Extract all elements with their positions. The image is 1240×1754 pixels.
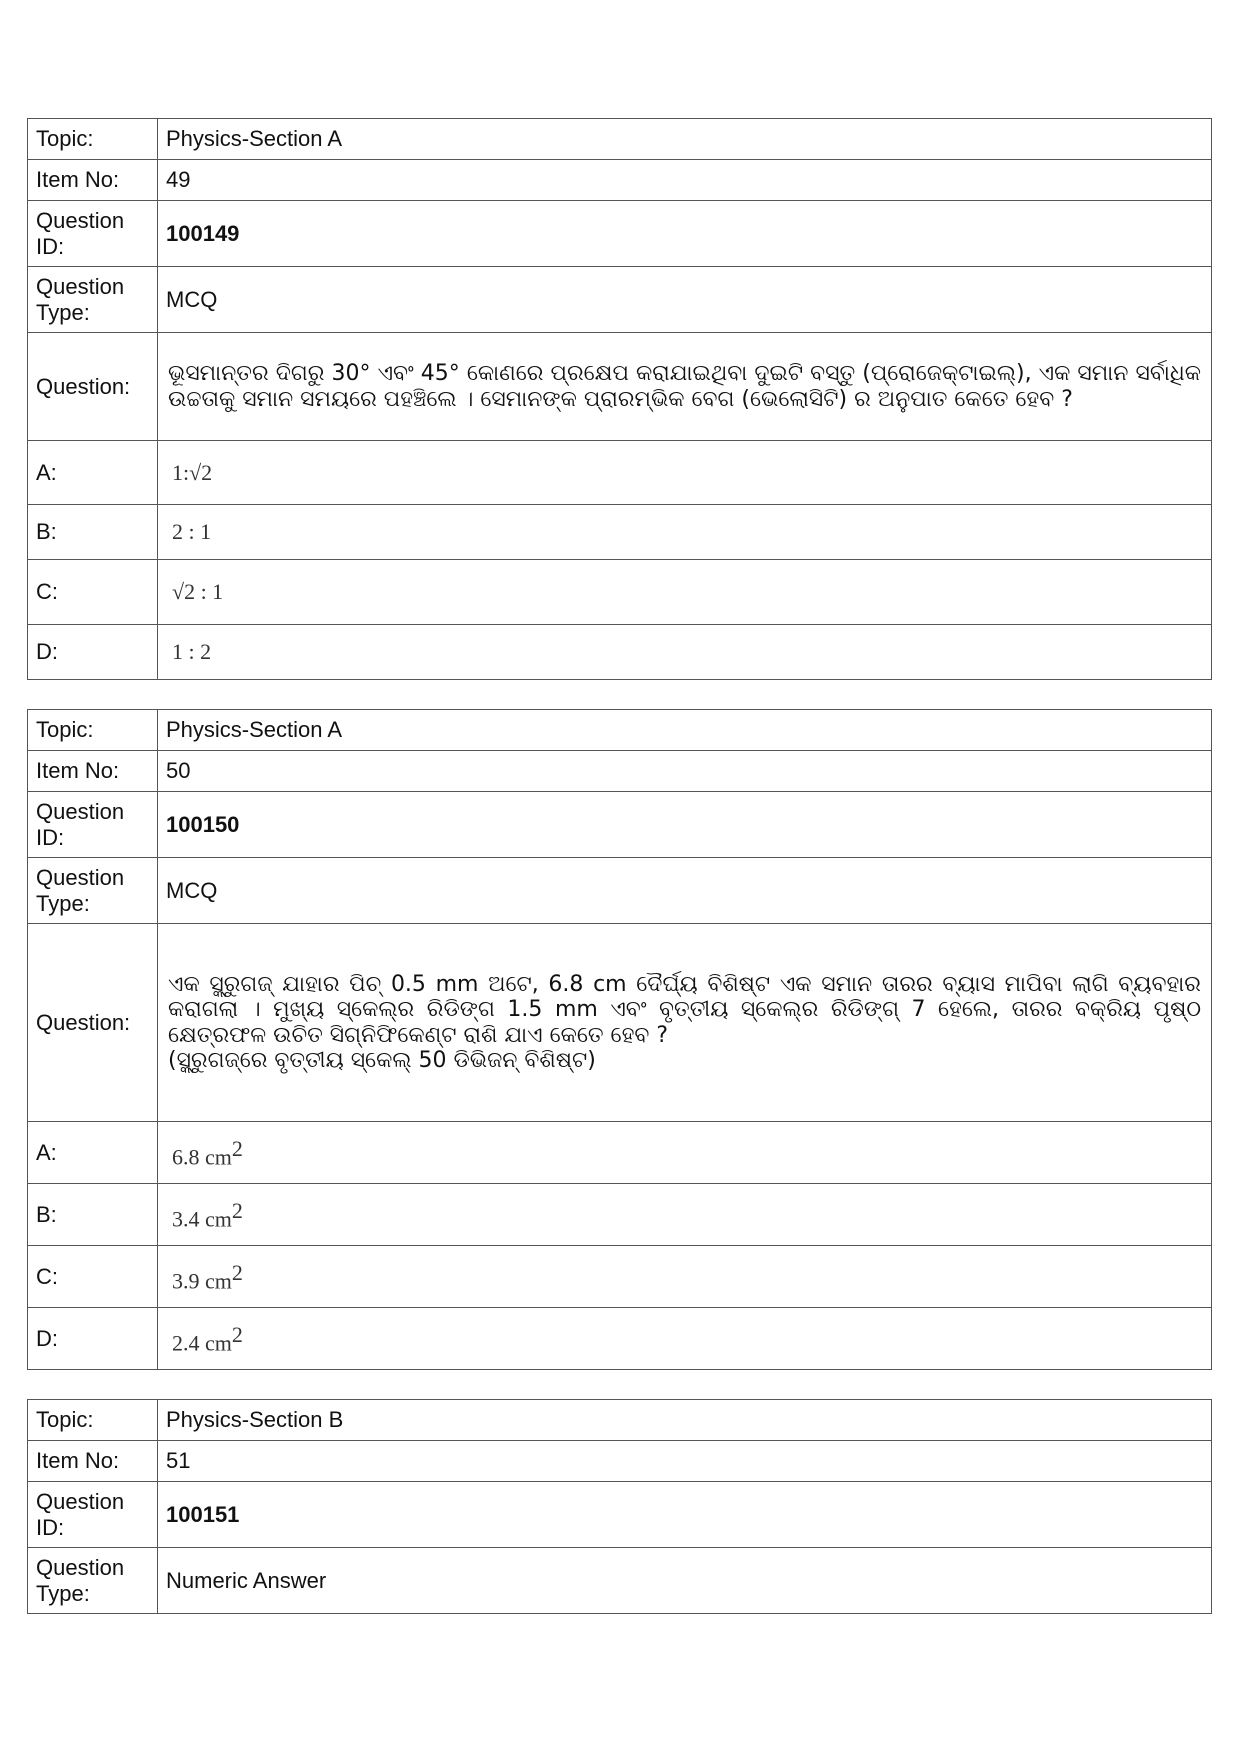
question-type-row [28,1548,1212,1614]
question-type-label: Question Type: [28,858,158,924]
topic-value: Physics-Section A [158,119,1212,160]
question-label: Question: [28,333,158,441]
option-b-row [28,505,1212,560]
option-a-row [28,441,1212,505]
topic-label: Topic: [28,1400,158,1441]
option-b-cell [158,1184,1212,1246]
unit-exponent: 2 [231,1259,243,1285]
question-row [28,924,1212,1122]
unit-exponent: 2 [231,1135,243,1161]
question-id-value: 100151 [158,1482,1212,1548]
option-d-cell [158,1308,1212,1370]
option-a-row [28,1122,1212,1184]
item-no-value: 51 [158,1441,1212,1482]
option-b-label: B: [28,1184,158,1246]
question-id-value: 100150 [158,792,1212,858]
question-card-51 [27,1399,1212,1614]
question-row [28,333,1212,441]
question-id-label: Question ID: [28,1482,158,1548]
question-card-50 [27,709,1212,1370]
topic-value: Physics-Section A [158,710,1212,751]
option-a-label: A: [28,441,158,505]
question-cell [158,924,1212,1122]
option-d-label: D: [28,625,158,680]
option-d-label: D: [28,1308,158,1370]
question-type-value: MCQ [158,267,1212,333]
item-no-row [28,1441,1212,1482]
option-a-value: 1:√2 [158,441,1212,505]
question-note: (ସ୍କ୍ରୁଗଜ୍‌ରେ ବୃତ୍ତୀୟ ସ୍କେଲ୍ 50 ଡିଭିଜନ୍ ବିଶିଷ୍ଟ) [168,1047,596,1073]
unit-exponent: 2 [231,1197,243,1223]
option-b-value: 2 : 1 [158,505,1212,560]
question-id-row [28,792,1212,858]
question-type-row [28,267,1212,333]
question-text: ଭୂସମାନ୍ତର ଦିଗରୁ 30° ଏବଂ 45° କୋଣରେ ପ୍ରକ୍ଷେପ କରାଯାଇଥିବା ଦୁଇଟି ବସ୍ତୁ (ପ୍ରୋଜେକ୍ଟାଇଲ୍), ଏକ ସମାନ ସର୍ବାଧିକ ଉଚ୍ଚତାକୁ ସମାନ ସମୟରେ ପହଞ୍ଚିଲେ । ସେମାନଙ୍କ ପ୍ରାରମ୍ଭିକ ବେଗ (ଭେଲୋସିଟି) ର ଅନୁପାତ କେତେ ହେବ ? [158,333,1212,441]
option-d-row [28,625,1212,680]
option-b-label: B: [28,505,158,560]
option-a-value: 6.8 cm [172,1144,232,1170]
option-c-row [28,560,1212,625]
option-c-value: 3.9 cm [172,1268,232,1294]
item-no-label: Item No: [28,160,158,201]
item-no-value: 49 [158,160,1212,201]
option-b-value: 3.4 cm [172,1206,232,1232]
topic-value: Physics-Section B [158,1400,1212,1441]
option-c-label: C: [28,560,158,625]
question-label: Question: [28,924,158,1122]
option-c-cell [158,1246,1212,1308]
option-d-value: 2.4 cm [172,1330,232,1356]
question-text: ଏକ ସ୍କ୍ରୁଗଜ୍ ଯାହାର ପିଚ୍ 0.5 mm ଅଟେ, 6.8 cm ଦୈର୍ଘ୍ୟ ବିଶିଷ୍ଟ ଏକ ସମାନ ତାରର ବ୍ୟାସ ମାପିବା ଲାଗି ବ୍ୟବହାର କରାଗଲା । ମୁଖ୍ୟ ସ୍କେଲ୍‌ର ରିଡିଙ୍ଗ 1.5 mm ଏବଂ ବୃତ୍ତୀୟ ସ୍କେଲ୍‌ର ରିଡିଙ୍ଗ୍ 7 ହେଲେ, ତାରର ବକ୍ରିୟ ପୃଷ୍ଠ କ୍ଷେତ୍ରଫଳ ଉଚିତ ସିଗ୍ନିଫିକେଣ୍ଟ ରାଶି ଯାଏ କେତେ ହେବ ? [168,971,1201,1048]
question-type-value: Numeric Answer [158,1548,1212,1614]
item-no-value: 50 [158,751,1212,792]
question-type-value: MCQ [158,858,1212,924]
question-id-label: Question ID: [28,201,158,267]
option-c-label: C: [28,1246,158,1308]
option-d-value: 1 : 2 [158,625,1212,680]
item-no-label: Item No: [28,1441,158,1482]
option-c-value: √2 : 1 [158,560,1212,625]
item-no-row [28,751,1212,792]
option-a-cell [158,1122,1212,1184]
item-no-row [28,160,1212,201]
option-c-row [28,1246,1212,1308]
question-type-row [28,858,1212,924]
question-id-row [28,201,1212,267]
unit-exponent: 2 [231,1321,243,1347]
topic-row [28,119,1212,160]
topic-row [28,1400,1212,1441]
option-b-row [28,1184,1212,1246]
item-no-label: Item No: [28,751,158,792]
question-type-label: Question Type: [28,267,158,333]
option-a-label: A: [28,1122,158,1184]
topic-label: Topic: [28,710,158,751]
question-card-49 [27,118,1212,680]
option-d-row [28,1308,1212,1370]
question-id-label: Question ID: [28,792,158,858]
question-id-row [28,1482,1212,1548]
topic-label: Topic: [28,119,158,160]
question-id-value: 100149 [158,201,1212,267]
topic-row [28,710,1212,751]
question-type-label: Question Type: [28,1548,158,1614]
